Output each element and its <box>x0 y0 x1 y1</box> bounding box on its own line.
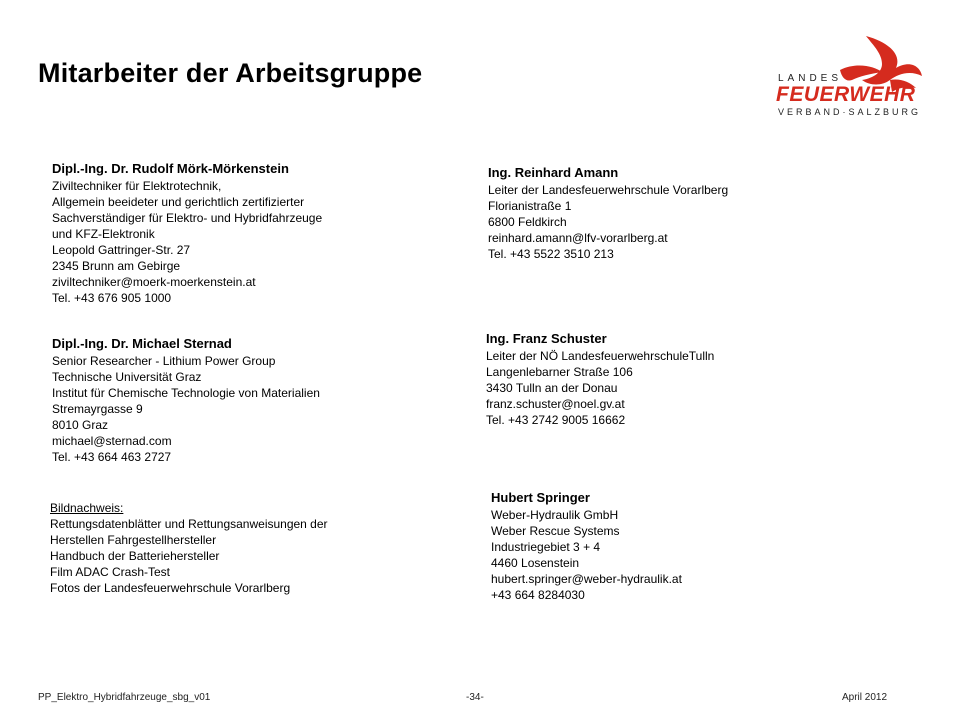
contact-address: Florianistraße 1 <box>488 199 572 213</box>
contact-line: Ziviltechniker für Elektrotechnik, <box>52 179 222 193</box>
contact-line: Leiter der NÖ LandesfeuerwehrschuleTulln <box>486 349 715 363</box>
logo-line1: LANDES <box>778 73 843 84</box>
footer-page-number: -34- <box>466 692 484 703</box>
contact-phone: Tel. +43 664 463 2727 <box>52 450 172 464</box>
contact-line: Weber-Hydraulik GmbH <box>491 508 619 522</box>
contact-line: Leiter der Landesfeuerwehrschule Vorarlberg <box>488 183 729 197</box>
contact-springer <box>491 489 682 603</box>
contact-address: Langenlebarner Straße 106 <box>486 365 633 379</box>
contact-name: Ing. Reinhard Amann <box>488 165 619 180</box>
contact-phone: Tel. +43 676 905 1000 <box>52 291 172 305</box>
logo-line2: FEUERWEHR <box>776 83 916 106</box>
contact-phone: Tel. +43 5522 3510 213 <box>488 247 614 261</box>
bildnachweis-line: Film ADAC Crash-Test <box>50 565 171 579</box>
contact-name: Ing. Franz Schuster <box>486 331 607 346</box>
footer-filename: PP_Elektro_Hybridfahrzeuge_sbg_v01 <box>38 692 211 703</box>
contact-phone: Tel. +43 2742 9005 16662 <box>486 413 626 427</box>
contact-name: Dipl.-Ing. Dr. Michael Sternad <box>52 336 232 351</box>
contact-city: 6800 Feldkirch <box>488 215 567 229</box>
contact-city: 2345 Brunn am Gebirge <box>52 259 181 273</box>
bildnachweis-line: Handbuch der Batteriehersteller <box>50 549 220 563</box>
contact-line: und KFZ-Elektronik <box>52 227 155 241</box>
contact-email: ziviltechniker@moerk-moerkenstein.at <box>52 275 256 289</box>
contact-amann <box>488 164 728 262</box>
contact-line: Senior Researcher - Lithium Power Group <box>52 354 276 368</box>
contact-address: Stremayrgasse 9 <box>52 402 143 416</box>
contact-line: Technische Universität Graz <box>52 370 202 384</box>
footer-date: April 2012 <box>842 692 888 703</box>
contact-line: Institut für Chemische Technologie von Materialien <box>52 386 320 400</box>
logo-line3: VERBAND·SALZBURG <box>778 107 922 117</box>
contact-name: Dipl.-Ing. Dr. Rudolf Mörk-Mörkenstein <box>52 161 289 176</box>
contact-line: Weber Rescue Systems <box>491 524 620 538</box>
contact-address: Leopold Gattringer-Str. 27 <box>52 243 191 257</box>
contact-email: reinhard.amann@lfv-vorarlberg.at <box>488 231 668 245</box>
bildnachweis-block <box>50 500 328 596</box>
contact-address: Industriegebiet 3 + 4 <box>491 540 601 554</box>
contact-city: 3430 Tulln an der Donau <box>486 381 618 395</box>
contact-line: Allgemein beeideter und gerichtlich zertifizierter <box>52 195 305 209</box>
contact-phone: +43 664 8284030 <box>491 588 585 602</box>
contact-schuster <box>486 330 714 428</box>
contact-line: Sachverständiger für Elektro- und Hybridfahrzeuge <box>52 211 323 225</box>
contact-email: hubert.springer@weber-hydraulik.at <box>491 572 682 586</box>
bildnachweis-line: Herstellen Fahrgestellhersteller <box>50 533 217 547</box>
landesfeuerwehr-logo <box>770 32 930 128</box>
bildnachweis-heading: Bildnachweis: <box>50 501 124 515</box>
contact-name: Hubert Springer <box>491 490 590 505</box>
page-title: Mitarbeiter der Arbeitsgruppe <box>38 58 423 88</box>
contact-city: 8010 Graz <box>52 418 109 432</box>
bildnachweis-line: Fotos der Landesfeuerwehrschule Vorarlberg <box>50 581 291 595</box>
contact-email: michael@sternad.com <box>52 434 172 448</box>
contact-email: franz.schuster@noel.gv.at <box>486 397 625 411</box>
contact-sternad <box>52 335 320 465</box>
contact-city: 4460 Losenstein <box>491 556 580 570</box>
contact-moerk <box>52 160 322 306</box>
bildnachweis-line: Rettungsdatenblätter und Rettungsanweisungen der <box>50 517 328 531</box>
